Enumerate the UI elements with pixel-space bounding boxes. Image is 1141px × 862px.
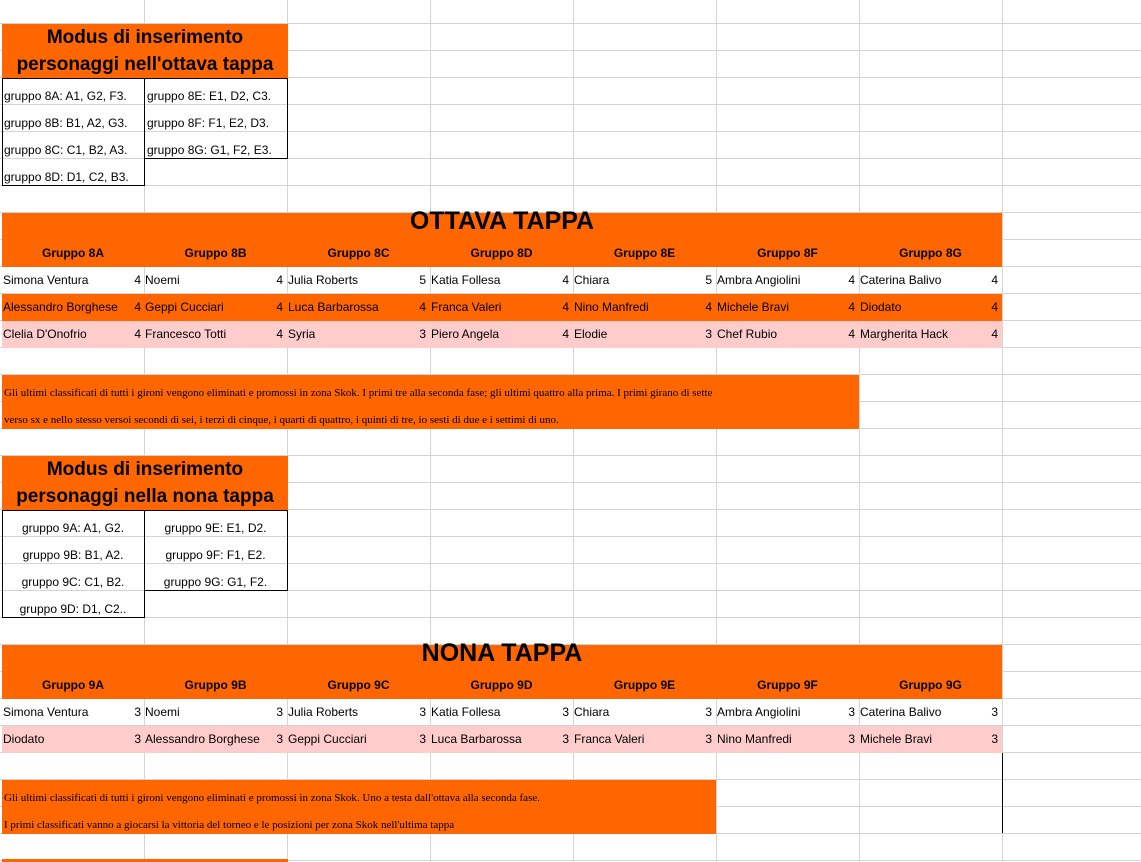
nona-title: NONA TAPPA — [421, 639, 583, 667]
modus-ottava-title-1: Modus di inserimento — [46, 27, 244, 48]
ottava-player-name[interactable]: Caterina Balivo — [860, 273, 942, 287]
ottava-player-score[interactable]: 4 — [991, 273, 998, 287]
nona-rule-left-1: gruppo 9A: A1, G2. — [21, 521, 125, 535]
ottava-title: OTTAVA TAPPA — [409, 207, 595, 235]
ottava-player-name[interactable]: Katia Follesa — [431, 273, 501, 287]
nona-rule-left-3: gruppo 9C: C1, B2. — [21, 575, 125, 589]
ottava-rule-left-3: gruppo 8C: C1, B2, A3. — [4, 143, 128, 157]
ottava-player-score[interactable]: 4 — [848, 273, 855, 287]
ottava-player-score[interactable]: 5 — [419, 273, 426, 287]
nona-rule-right-3: gruppo 9G: G1, F2. — [163, 575, 268, 589]
ottava-player-score[interactable]: 4 — [276, 300, 283, 314]
nona-group-header-5[interactable]: Gruppo 9E — [613, 678, 676, 692]
nona-player-name[interactable]: Ambra Angiolini — [717, 705, 801, 719]
ottava-player-score[interactable]: 4 — [134, 327, 141, 341]
nona-player-score[interactable]: 3 — [276, 705, 283, 719]
nona-player-score[interactable]: 3 — [705, 732, 712, 746]
nona-player-name[interactable]: Luca Barbarossa — [431, 732, 522, 746]
nona-player-name[interactable]: Noemi — [145, 705, 180, 719]
nona-player-score[interactable]: 3 — [562, 732, 569, 746]
ottava-player-name[interactable]: Ambra Angiolini — [717, 273, 801, 287]
ottava-player-score[interactable]: 4 — [276, 327, 283, 341]
nona-group-header-3[interactable]: Gruppo 9C — [327, 678, 390, 692]
modus-nona-title-1: Modus di inserimento — [46, 459, 244, 480]
nona-rule-right-2: gruppo 9F: F1, E2. — [165, 548, 266, 562]
ottava-player-score[interactable]: 4 — [991, 300, 998, 314]
ottava-rule-left-4: gruppo 8D: D1, C2, B3. — [4, 170, 129, 184]
nona-group-header-6[interactable]: Gruppo 9F — [757, 678, 818, 692]
nona-group-header-4[interactable]: Gruppo 9D — [470, 678, 533, 692]
ottava-player-score[interactable]: 4 — [705, 300, 712, 314]
ottava-player-score[interactable]: 4 — [848, 300, 855, 314]
nona-player-name[interactable]: Franca Valeri — [574, 732, 645, 746]
ottava-player-name[interactable]: Nino Manfredi — [574, 300, 649, 314]
ottava-player-name[interactable]: Julia Roberts — [288, 273, 359, 287]
nona-player-score[interactable]: 3 — [991, 732, 998, 746]
nona-player-name[interactable]: Alessandro Borghese — [145, 732, 260, 746]
ottava-rule-left-2: gruppo 8B: B1, A2, G3. — [4, 116, 128, 130]
ottava-player-name[interactable]: Clelia D'Onofrio — [3, 327, 87, 341]
ottava-player-score[interactable]: 4 — [419, 300, 426, 314]
ottava-player-score[interactable]: 3 — [705, 327, 712, 341]
nona-player-score[interactable]: 3 — [705, 705, 712, 719]
nona-player-score[interactable]: 3 — [991, 705, 998, 719]
ottava-player-name[interactable]: Francesco Totti — [145, 327, 227, 341]
ottava-rule-right-3: gruppo 8G: G1, F2, E3. — [147, 143, 272, 157]
ottava-player-name[interactable]: Piero Angela — [431, 327, 500, 341]
ottava-player-score[interactable]: 5 — [705, 273, 712, 287]
ottava-group-header-4[interactable]: Gruppo 8D — [470, 246, 533, 260]
ottava-player-score[interactable]: 4 — [991, 327, 998, 341]
ottava-player-name[interactable]: Michele Bravi — [717, 300, 790, 314]
ottava-group-header-2[interactable]: Gruppo 8B — [184, 246, 247, 260]
ottava-player-name[interactable]: Elodie — [574, 327, 608, 341]
ottava-player-name[interactable]: Alessandro Borghese — [3, 300, 118, 314]
nona-player-name[interactable]: Katia Follesa — [431, 705, 501, 719]
nona-rule-left-2: gruppo 9B: B1, A2. — [22, 548, 124, 562]
ottava-player-score[interactable]: 4 — [276, 273, 283, 287]
nona-player-score[interactable]: 3 — [419, 732, 426, 746]
nona-note-2: I primi classificati vanno a giocarsi la vittoria del torneo e le posizioni per zona Skok nell'ultima tappa — [4, 819, 455, 831]
nona-rule-left-4: gruppo 9D: D1, C2.. — [19, 602, 127, 616]
nona-player-score[interactable]: 3 — [276, 732, 283, 746]
ottava-player-score[interactable]: 4 — [562, 273, 569, 287]
ottava-player-name[interactable]: Noemi — [145, 273, 180, 287]
ottava-player-name[interactable]: Luca Barbarossa — [288, 300, 379, 314]
ottava-player-score[interactable]: 4 — [562, 327, 569, 341]
nona-player-score[interactable]: 3 — [134, 732, 141, 746]
nona-player-name[interactable]: Nino Manfredi — [717, 732, 792, 746]
ottava-player-score[interactable]: 4 — [562, 300, 569, 314]
ottava-player-score[interactable]: 4 — [848, 327, 855, 341]
ottava-player-name[interactable]: Margherita Hack — [860, 327, 949, 341]
nona-player-name[interactable]: Julia Roberts — [288, 705, 359, 719]
nona-player-score[interactable]: 3 — [848, 732, 855, 746]
nona-note-1: Gli ultimi classificati di tutti i gironi vengono eliminati e promossi in zona Skok. Uno a testa dall'ottava alla seconda fase. — [4, 792, 540, 804]
ottava-player-score[interactable]: 4 — [134, 273, 141, 287]
ottava-note-1: Gli ultimi classificati di tutti i gironi vengono eliminati e promossi in zona Skok. I primi tre alla seconda fase; gli ultimi quattro alla prima. I primi girano di sette — [4, 387, 713, 399]
nona-player-name[interactable]: Diodato — [3, 732, 45, 746]
modus-nona-header[interactable] — [2, 456, 288, 510]
ottava-group-header-3[interactable]: Gruppo 8C — [327, 246, 390, 260]
nona-player-name[interactable]: Geppi Cucciari — [288, 732, 367, 746]
ottava-player-name[interactable]: Diodato — [860, 300, 902, 314]
ottava-player-name[interactable]: Chef Rubio — [717, 327, 778, 341]
nona-rule-right-1: gruppo 9E: E1, D2. — [164, 521, 267, 535]
nona-player-name[interactable]: Simona Ventura — [3, 705, 89, 719]
ottava-player-name[interactable]: Syria — [288, 327, 316, 341]
ottava-rule-right-1: gruppo 8E: E1, D2, C3. — [147, 89, 272, 103]
nona-group-header-2[interactable]: Gruppo 9B — [184, 678, 247, 692]
ottava-group-header-1[interactable]: Gruppo 8A — [42, 246, 104, 260]
nona-player-score[interactable]: 3 — [848, 705, 855, 719]
nona-player-name[interactable]: Caterina Balivo — [860, 705, 942, 719]
nona-group-header-7[interactable]: Gruppo 9G — [899, 678, 962, 692]
ottava-rule-right-2: gruppo 8F: F1, E2, D3. — [147, 116, 270, 130]
modus-ottava-header[interactable] — [2, 24, 288, 78]
nona-group-header-1[interactable]: Gruppo 9A — [42, 678, 104, 692]
ottava-player-name[interactable]: Franca Valeri — [431, 300, 502, 314]
ottava-player-score[interactable]: 3 — [419, 327, 426, 341]
ottava-group-header-5[interactable]: Gruppo 8E — [613, 246, 676, 260]
modus-nona-title-2: personaggi nella nona tappa — [16, 486, 274, 507]
ottava-note-2: verso sx e nello stesso versoi secondi di sei, i terzi di cinque, i quarti di quattro, i quinti di tre, io sesti di due e i settimi di uno. — [4, 414, 559, 426]
ottava-group-header-6[interactable]: Gruppo 8F — [757, 246, 818, 260]
nona-player-name[interactable]: Michele Bravi — [860, 732, 933, 746]
nona-player-score[interactable]: 3 — [134, 705, 141, 719]
nona-player-name[interactable]: Chiara — [574, 705, 610, 719]
ottava-player-name[interactable]: Geppi Cucciari — [145, 300, 224, 314]
nona-player-score[interactable]: 3 — [562, 705, 569, 719]
modus-ottava-title-2: personaggi nell'ottava tappa — [16, 54, 274, 75]
ottava-player-name[interactable]: Simona Ventura — [3, 273, 89, 287]
ottava-player-score[interactable]: 4 — [134, 300, 141, 314]
nona-player-score[interactable]: 3 — [419, 705, 426, 719]
ottava-player-name[interactable]: Chiara — [574, 273, 610, 287]
ottava-group-header-7[interactable]: Gruppo 8G — [899, 246, 962, 260]
ottava-rule-left-1: gruppo 8A: A1, G2, F3. — [4, 89, 127, 103]
